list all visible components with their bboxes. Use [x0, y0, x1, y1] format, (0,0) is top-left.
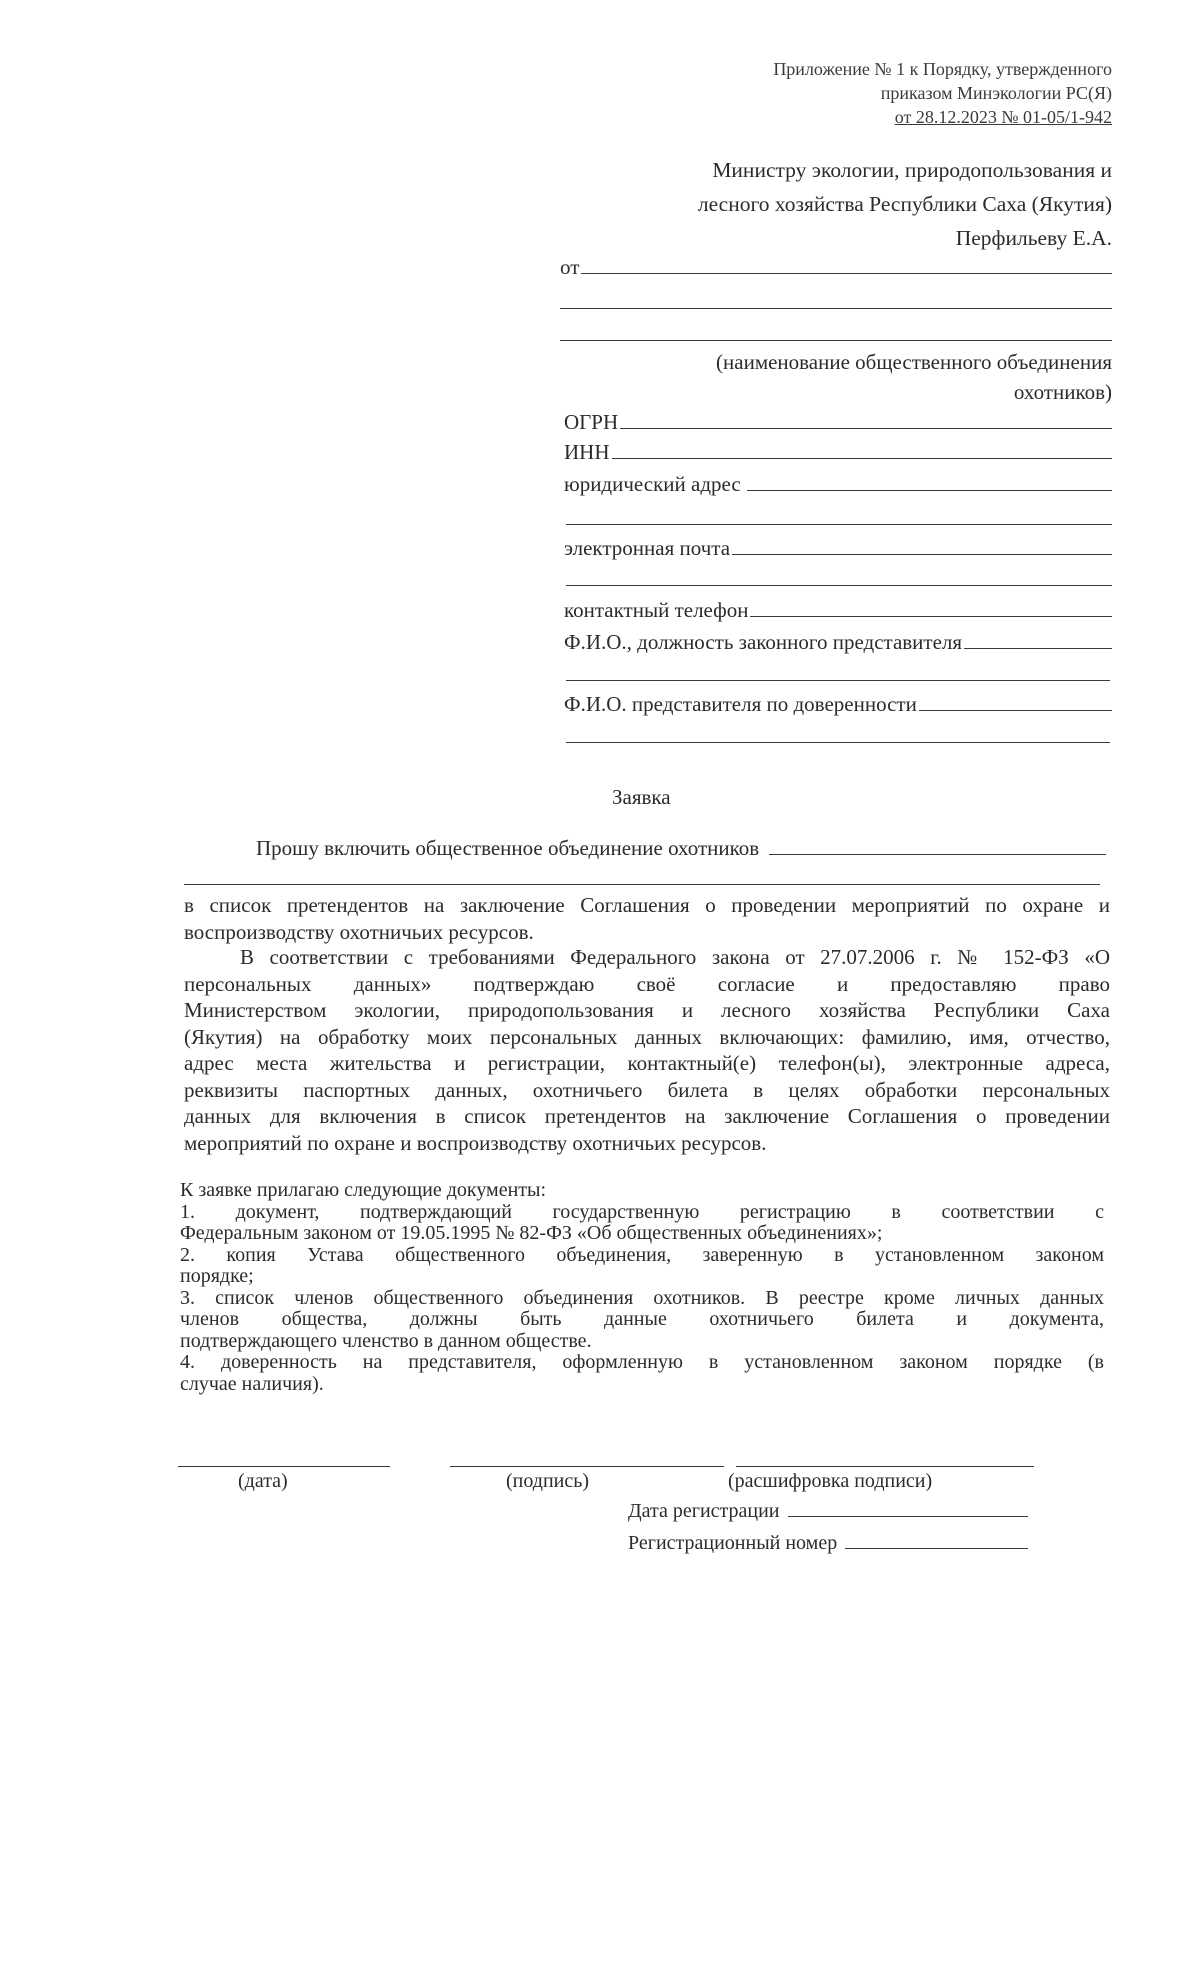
addressee-line-2: лесного хозяйства Республики Саха (Якутия): [697, 192, 1112, 216]
legal-rep-label: Ф.И.О., должность законного представителя: [564, 630, 963, 654]
legal-rep-line-2[interactable]: [566, 680, 1110, 681]
addressee-line-3: Перфильеву Е.А.: [955, 226, 1112, 250]
from-field[interactable]: [560, 255, 1112, 280]
signature-line[interactable]: [450, 1466, 724, 1467]
reg-number-field[interactable]: [628, 1532, 1028, 1555]
attachment-3-line-2: членов общества, должны быть данные охотничьего билета и документа,: [180, 1308, 1104, 1330]
request-text-line-2: воспроизводству охотничьих ресурсов.: [184, 919, 534, 944]
from-underline: [581, 272, 1112, 274]
consent-line-7: данных для включения в список претендентов на заключение Соглашения о проведении: [184, 1104, 1110, 1128]
header-line-1: Приложение № 1 к Порядку, утвержденного: [773, 59, 1112, 79]
proxy-rep-underline: [919, 709, 1112, 711]
legal-address-field[interactable]: [564, 472, 1112, 497]
decoding-signature-line[interactable]: [736, 1466, 1034, 1467]
phone-field[interactable]: [564, 598, 1112, 623]
legal-address-line-2[interactable]: [566, 524, 1112, 525]
consent-line-1: В соответствии с требованиями Федерального закона от 27.07.2006 г. № 152-ФЗ «О: [240, 945, 1110, 969]
from-caption-1: (наименование общественного объединения: [716, 350, 1112, 374]
consent-line-6: реквизиты паспортных данных, охотничьего билета в целях обработки персональных: [184, 1077, 1110, 1102]
request-paragraph: [184, 892, 1110, 945]
attachment-1-line-2: Федеральным законом от 19.05.1995 № 82-ФЗ «Об общественных объединениях»;: [180, 1222, 883, 1244]
legal-rep-field[interactable]: [564, 630, 1112, 655]
ogrn-label: ОГРН: [564, 410, 619, 434]
consent-line-8: мероприятий по охране и воспроизводству охотничьих ресурсов.: [184, 1130, 767, 1155]
attachment-3-line-1: 3. список членов общественного объединения охотников. В реестре кроме личных данных: [180, 1286, 1104, 1309]
from-caption-2: охотников): [1013, 380, 1112, 404]
attachment-4-line-2: случае наличия).: [180, 1372, 324, 1395]
reg-date-label: Дата регистрации: [628, 1500, 780, 1522]
consent-line-5: адрес места жительства и регистрации, контактный(е) телефон(ы), электронные адреса,: [184, 1051, 1110, 1075]
consent-line-4: (Якутия) на обработку моих персональных данных включающих: фамилию, имя, отчество,: [184, 1024, 1110, 1049]
email-line-2[interactable]: [566, 585, 1112, 586]
date-caption: (дата): [238, 1470, 288, 1492]
phone-label: контактный телефон: [564, 598, 749, 622]
document-title: Заявка: [612, 785, 671, 809]
from-line-2[interactable]: [560, 308, 1112, 309]
attachments-list: [180, 1180, 1104, 1395]
request-underline: [769, 853, 1106, 855]
decoding-caption: (расшифровка подписи): [728, 1470, 933, 1492]
proxy-rep-field[interactable]: [564, 692, 1112, 717]
attachment-1-line-1: 1. документ, подтверждающий государственную регистрацию в соответствии с: [180, 1200, 1104, 1223]
consent-line-2: персональных данных» подтверждаю своё согласие и предоставляю право: [184, 971, 1110, 996]
legal-rep-underline: [964, 647, 1112, 649]
inn-label: ИНН: [564, 440, 610, 464]
attachment-4-line-1: 4. доверенность на представителя, оформленную в установленном законом порядке (в: [180, 1351, 1104, 1373]
attachment-2-line-2: порядке;: [180, 1265, 254, 1287]
request-line-2[interactable]: [184, 884, 1100, 885]
request-intro: Прошу включить общественное объединение охотников: [256, 836, 760, 860]
ogrn-field[interactable]: [564, 410, 1112, 435]
consent-line-3: Министерством экологии, природопользования и лесного хозяйства Республики Саха: [184, 998, 1110, 1022]
attachment-3-line-3: подтверждающего членство в данном обществе.: [180, 1329, 592, 1352]
email-field[interactable]: [564, 536, 1112, 561]
reg-date-underline: [788, 1515, 1029, 1517]
request-intro-field[interactable]: [256, 836, 1106, 861]
proxy-rep-label: Ф.И.О. представителя по доверенности: [564, 692, 917, 716]
attachment-2-line-1: 2. копия Устава общественного объединения, заверенную в установленном законом: [180, 1243, 1104, 1266]
ogrn-underline: [620, 427, 1112, 429]
date-signature-line[interactable]: [178, 1466, 390, 1467]
reg-date-field[interactable]: [628, 1500, 1028, 1523]
legal-address-label: юридический адрес: [564, 472, 741, 496]
request-text-line-1: в список претендентов на заключение Соглашения о проведении мероприятий по охране и: [184, 893, 1110, 917]
inn-field[interactable]: [564, 440, 1112, 465]
legal-address-underline: [747, 489, 1112, 491]
addressee-line-1: Министру экологии, природопользования и: [712, 158, 1112, 182]
header-line-3: от 28.12.2023 № 01-05/1-942: [894, 107, 1112, 127]
proxy-rep-line-2[interactable]: [566, 742, 1110, 743]
reg-number-underline: [845, 1547, 1028, 1549]
from-label: от: [560, 255, 580, 279]
from-line-3[interactable]: [560, 340, 1112, 341]
attachments-intro: К заявке прилагаю следующие документы:: [180, 1179, 547, 1201]
email-label: электронная почта: [564, 536, 731, 560]
header-line-2: приказом Минэкологии РС(Я): [880, 83, 1112, 103]
consent-paragraph: [184, 944, 1110, 1156]
email-underline: [732, 553, 1112, 555]
phone-underline: [750, 615, 1112, 617]
inn-underline: [612, 457, 1113, 459]
signature-caption: (подпись): [506, 1470, 590, 1492]
reg-number-label: Регистрационный номер: [628, 1532, 838, 1554]
